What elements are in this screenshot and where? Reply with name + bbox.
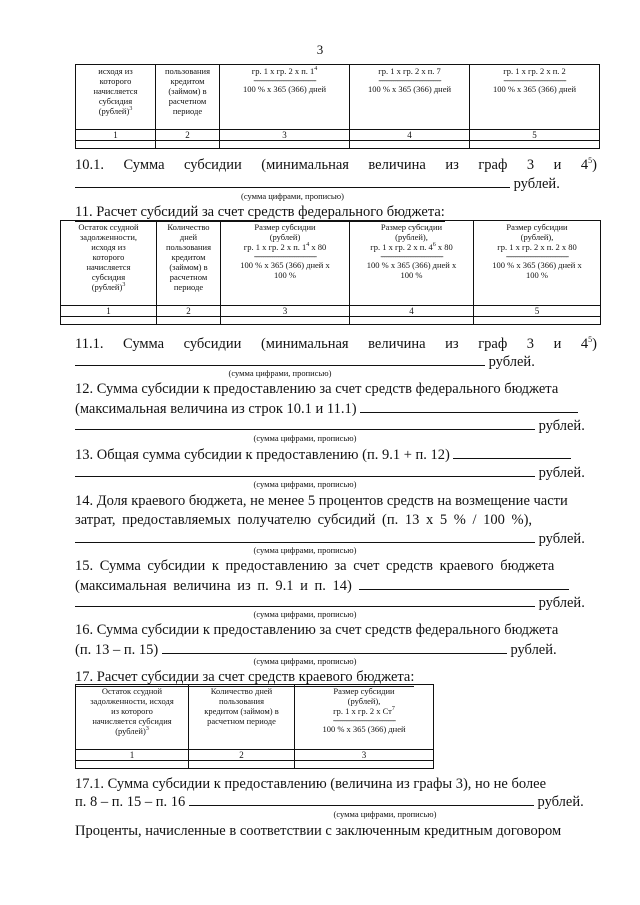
item-11-1-fill: рублей. bbox=[75, 352, 535, 371]
table-header-row bbox=[61, 221, 601, 306]
sum-field-14[interactable] bbox=[75, 529, 535, 543]
item-15-line-2: (максимальная величина из п. 9.1 и п. 14) bbox=[75, 576, 569, 595]
section-11-heading: 11. Расчет субсидий за счет средств федерального бюджета: bbox=[75, 204, 445, 220]
caption-11-1: (сумма цифрами, прописью) bbox=[228, 368, 332, 378]
item-17-1-line-1: 17.1. Сумма субсидии к предоставлению (величина из графы 3), но не более bbox=[75, 776, 547, 792]
caption-13: (сумма цифрами, прописью) bbox=[253, 479, 357, 489]
col-subsidy-3-header: Размер субсидии (рублей) гр. 1 х гр. 2 х п. $1^4$ х 80 ---------------------------------- 100 % х 365 (366) дней х 100 % bbox=[221, 221, 350, 306]
col-balance-header: исходя из которого начисляется субсидия (рублей)$^3$ bbox=[76, 65, 156, 130]
table-17 bbox=[75, 684, 434, 769]
item-12-fill: рублей. bbox=[75, 416, 585, 435]
table-10 bbox=[75, 64, 600, 149]
sum-field-13[interactable] bbox=[75, 463, 535, 477]
item-14-fill: рублей. bbox=[75, 529, 585, 548]
table-number-row: 1 2 3 4 5 bbox=[76, 130, 600, 141]
item-16-line-1: 16. Сумма субсидии к предоставлению за счет средств федерального бюджета bbox=[75, 622, 559, 638]
table-number-row: 1 2 3 bbox=[76, 750, 434, 761]
item-13-line-1: 13. Общая сумма субсидии к предоставлению (п. 9.1 + п. 12) bbox=[75, 445, 571, 464]
table-number-row: 1 2 3 4 5 bbox=[61, 306, 601, 317]
col-days-header: пользования кредитом (займом) в расчетном периоде bbox=[156, 65, 220, 130]
col-days-header: Количество дней пользования кредитом (займом) в расчетном периоде bbox=[189, 685, 295, 750]
sum-field-13a[interactable] bbox=[453, 445, 571, 459]
sum-field-10-1[interactable] bbox=[75, 174, 510, 188]
sum-field-15[interactable] bbox=[75, 593, 535, 607]
sum-field-17-1[interactable] bbox=[189, 792, 534, 806]
caption-16: (сумма цифрами, прописью) bbox=[253, 656, 357, 666]
table-empty-row bbox=[76, 141, 600, 149]
page-number: 3 bbox=[316, 42, 324, 57]
table-header-row bbox=[76, 685, 434, 750]
sum-field-12a[interactable] bbox=[360, 399, 578, 413]
interest-paragraph: Проценты, начисленные в соответствии с заключенным кредитным договором bbox=[75, 823, 562, 839]
sum-field-16[interactable] bbox=[162, 640, 507, 654]
caption-14: (сумма цифрами, прописью) bbox=[253, 545, 357, 555]
item-15-fill: рублей. bbox=[75, 593, 585, 612]
item-11-1-line: 11.1. Сумма субсидии (минимальная величина из граф 3 и $4^5$) bbox=[75, 335, 597, 352]
item-12-line-1: 12. Сумма субсидии к предоставлению за счет средств федерального бюджета bbox=[75, 381, 559, 397]
sum-field-12[interactable] bbox=[75, 416, 535, 430]
item-10-1-fill: рублей. bbox=[75, 174, 560, 193]
item-16-line-2: (п. 13 – п. 15) рублей. bbox=[75, 642, 557, 658]
col-subsidy-5-header: Размер субсидии (рублей), гр. 1 х гр. 2 х п. 2 х 80 ---------------------------------- 100 % х 365 (366) дней х 100 % bbox=[474, 221, 601, 306]
caption-15: (сумма цифрами, прописью) bbox=[253, 609, 357, 619]
table-empty-row bbox=[76, 761, 434, 769]
table-11 bbox=[60, 220, 601, 325]
caption-12: (сумма цифрами, прописью) bbox=[253, 433, 357, 443]
item-10-1-line: 10.1. Сумма субсидии (минимальная величина из граф 3 и $4^5$) bbox=[75, 156, 597, 173]
item-12-line-2: (максимальная величина из строк 10.1 и 11.1) bbox=[75, 399, 578, 418]
caption-17-1: (сумма цифрами, прописью) bbox=[333, 809, 437, 819]
col-formula-5-header: гр. 1 х гр. 2 х п. 2 ---------------------------------- 100 % х 365 (366) дней bbox=[470, 65, 600, 130]
item-14-line-2: затрат, предоставляемых получателю субсидий (п. 13 х 5 % / 100 %), bbox=[75, 512, 533, 528]
caption-10-1: (сумма цифрами, прописью) bbox=[240, 191, 344, 201]
item-15-line-1: 15. Сумма субсидии к предоставлению за счет средств краевого бюджета bbox=[75, 558, 555, 574]
col-subsidy-header: Размер субсидии (рублей), гр. 1 х гр. 2 х $Ст^7$ ---------------------------------- 100 % х 365 (366) дней bbox=[295, 685, 434, 750]
table-empty-row bbox=[61, 317, 601, 325]
col-balance-header: Остаток ссудной задолженности, исходя из которого начисляется субсидия (рублей)$^3$ bbox=[76, 685, 189, 750]
item-17-1-line-2: п. 8 – п. 15 – п. 16 рублей. bbox=[75, 794, 584, 810]
table-header-row bbox=[76, 65, 600, 130]
col-formula-4-header: гр. 1 х гр. 2 х п. 7 ---------------------------------- 100 % х 365 (366) дней bbox=[350, 65, 470, 130]
sum-field-15a[interactable] bbox=[359, 576, 569, 590]
item-13-fill: рублей. bbox=[75, 463, 585, 482]
col-balance-header: Остаток ссудной задолженности, исходя из которого начисляется субсидия (рублей)$^3$ bbox=[61, 221, 157, 306]
col-days-header: Количество дней пользования кредитом (займом) в расчетном периоде bbox=[157, 221, 221, 306]
col-subsidy-4-header: Размер субсидии (рублей), гр. 1 х гр. 2 х п. $4^6$ х 80 ---------------------------------- 100 % х 365 (366) дней х 100 % bbox=[350, 221, 474, 306]
section-17-heading: 17. Расчет субсидии за счет средств краевого бюджета: bbox=[75, 669, 415, 685]
sum-field-11-1[interactable] bbox=[75, 352, 485, 366]
item-14-line-1: 14. Доля краевого бюджета, не менее 5 процентов средств на возмещение части bbox=[75, 493, 568, 509]
col-formula-3-header: гр. 1 х гр. 2 х п. $1^4$ ---------------------------------- 100 % х 365 (366) дней bbox=[220, 65, 350, 130]
